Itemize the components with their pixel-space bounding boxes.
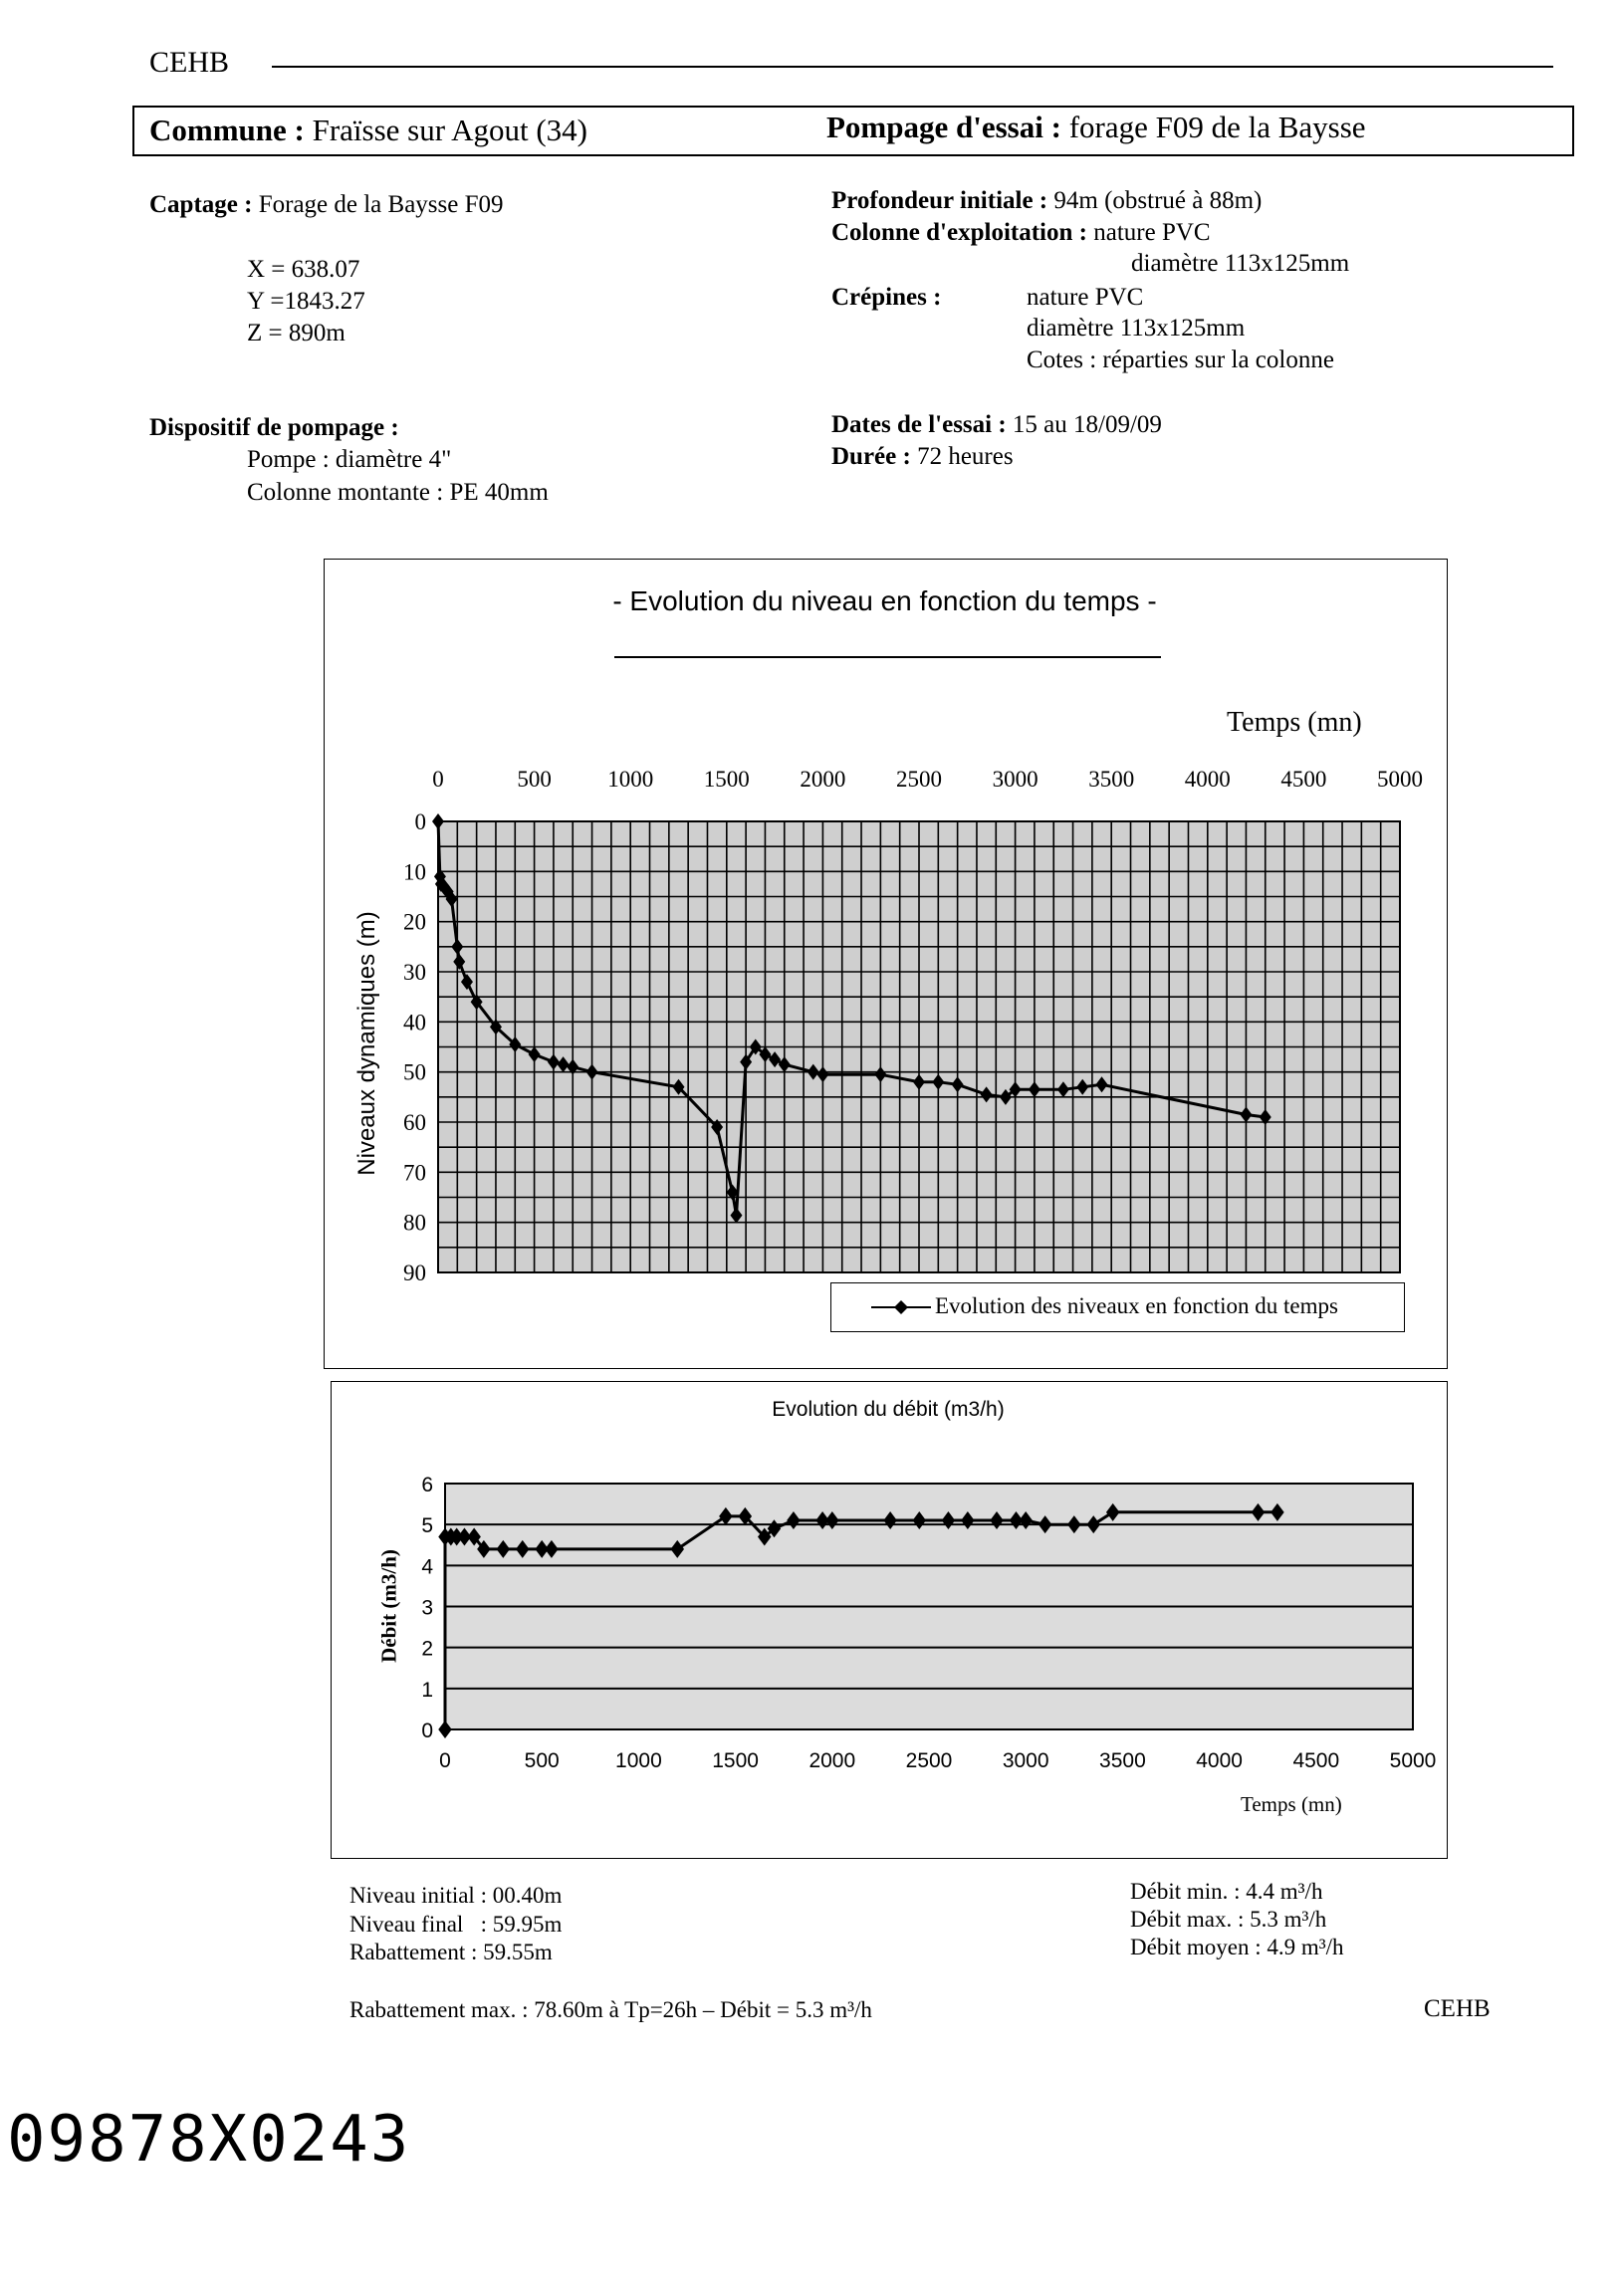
chart-niveau-ylabel: Niveaux dynamiques (m) xyxy=(353,911,380,1176)
x-tick-label: 500 xyxy=(517,767,552,792)
y-tick-label: 3 xyxy=(421,1596,433,1620)
profondeur-label: Profondeur initiale : xyxy=(831,187,1048,214)
coord-y: Y =1843.27 xyxy=(247,288,365,315)
rabattement-max: Rabattement max. : 78.60m à Tp=26h – Débit = 5.3 m³/h xyxy=(349,1997,872,2022)
coord-z: Z = 890m xyxy=(247,320,346,346)
y-tick-label: 40 xyxy=(403,1010,426,1035)
x-tick-label: 2500 xyxy=(896,767,942,792)
footer-org: CEHB xyxy=(1424,1995,1491,2022)
x-tick-label: 2500 xyxy=(905,1749,953,1772)
org-name: CEHB xyxy=(149,46,230,79)
niveau-initial: Niveau initial : 00.40m xyxy=(349,1883,563,1908)
duree-label: Durée : xyxy=(831,443,911,470)
y-tick-label: 10 xyxy=(403,859,426,885)
debit-min: Débit min. : 4.4 m³/h xyxy=(1130,1879,1323,1904)
commune-label: Commune : xyxy=(149,113,305,147)
x-tick-label: 4000 xyxy=(1196,1749,1243,1772)
debit-max: Débit max. : 5.3 m³/h xyxy=(1130,1907,1327,1932)
x-tick-label: 5000 xyxy=(1377,767,1423,792)
pompage-label: Pompage d'essai : xyxy=(826,110,1061,144)
x-tick-label: 1000 xyxy=(607,767,654,792)
crepines-diametre: diamètre 113x125mm xyxy=(1027,315,1246,342)
y-tick-label: 80 xyxy=(403,1210,426,1236)
x-tick-label: 5000 xyxy=(1389,1749,1437,1772)
y-tick-label: 1 xyxy=(421,1678,433,1702)
y-tick-label: 0 xyxy=(421,1720,433,1742)
duree-value: 72 heures xyxy=(917,443,1014,470)
x-tick-label: 3000 xyxy=(992,767,1039,792)
x-tick-label: 0 xyxy=(432,767,444,792)
chart-debit-ylabel: Débit (m3/h) xyxy=(376,1549,401,1663)
chart-debit-title: Evolution du débit (m3/h) xyxy=(772,1398,1005,1421)
captage-label: Captage : xyxy=(149,191,253,218)
x-tick-label: 3500 xyxy=(1088,767,1135,792)
x-tick-label: 3000 xyxy=(1002,1749,1049,1772)
x-tick-label: 2000 xyxy=(808,1749,856,1772)
x-tick-label: 4000 xyxy=(1184,767,1231,792)
x-tick-label: 1500 xyxy=(712,1749,759,1772)
pompe: Pompe : diamètre 4" xyxy=(247,446,452,473)
profondeur-value: 94m (obstrué à 88m) xyxy=(1053,187,1263,214)
x-tick-label: 3500 xyxy=(1099,1749,1146,1772)
chart-debit-xlabel: Temps (mn) xyxy=(1241,1792,1342,1816)
x-tick-label: 2000 xyxy=(800,767,846,792)
document-id: 09878X0243 xyxy=(7,2103,411,2177)
y-tick-label: 0 xyxy=(414,809,426,834)
x-tick-label: 1500 xyxy=(703,767,750,792)
x-tick-label: 500 xyxy=(524,1749,560,1772)
y-tick-label: 4 xyxy=(421,1555,433,1579)
x-tick-label: 1000 xyxy=(615,1749,662,1772)
colonne-nature: nature PVC xyxy=(1093,219,1211,246)
y-tick-label: 6 xyxy=(421,1474,433,1496)
legend-label: Evolution des niveaux en fonction du temps xyxy=(935,1293,1338,1318)
y-tick-label: 2 xyxy=(421,1637,433,1661)
x-tick-label: 4500 xyxy=(1292,1749,1340,1772)
rabattement: Rabattement : 59.55m xyxy=(349,1940,553,1964)
debit-moyen: Débit moyen : 4.9 m³/h xyxy=(1130,1935,1344,1959)
chart-niveau-xlabel: Temps (mn) xyxy=(1227,707,1362,738)
crepines-label: Crépines : xyxy=(831,284,942,311)
x-tick-label: 0 xyxy=(439,1749,451,1772)
coord-x: X = 638.07 xyxy=(247,256,360,283)
niveau-final: Niveau final : 59.95m xyxy=(349,1912,563,1937)
y-tick-label: 60 xyxy=(403,1110,426,1135)
pompage-value: forage F09 de la Baysse xyxy=(1068,110,1366,144)
dates-label: Dates de l'essai : xyxy=(831,411,1007,438)
colonne-label: Colonne d'exploitation : xyxy=(831,219,1087,246)
captage-value: Forage de la Baysse F09 xyxy=(258,191,504,218)
colonne-diametre: diamètre 113x125mm xyxy=(1131,250,1350,277)
y-tick-label: 50 xyxy=(403,1059,426,1085)
y-tick-label: 70 xyxy=(403,1160,426,1186)
y-tick-label: 30 xyxy=(403,960,426,985)
y-tick-label: 20 xyxy=(403,909,426,935)
crepines-cotes: Cotes : réparties sur la colonne xyxy=(1027,346,1334,373)
colonne-montante: Colonne montante : PE 40mm xyxy=(247,479,549,506)
x-tick-label: 4500 xyxy=(1280,767,1327,792)
crepines-nature: nature PVC xyxy=(1027,284,1144,311)
dispositif-label: Dispositif de pompage : xyxy=(149,414,399,441)
y-tick-label: 90 xyxy=(403,1261,426,1285)
chart-niveau-title: - Evolution du niveau en fonction du temps - xyxy=(612,585,1157,616)
commune-value: Fraïsse sur Agout (34) xyxy=(312,113,588,147)
dates-value: 15 au 18/09/09 xyxy=(1012,411,1162,438)
y-tick-label: 5 xyxy=(421,1514,433,1538)
